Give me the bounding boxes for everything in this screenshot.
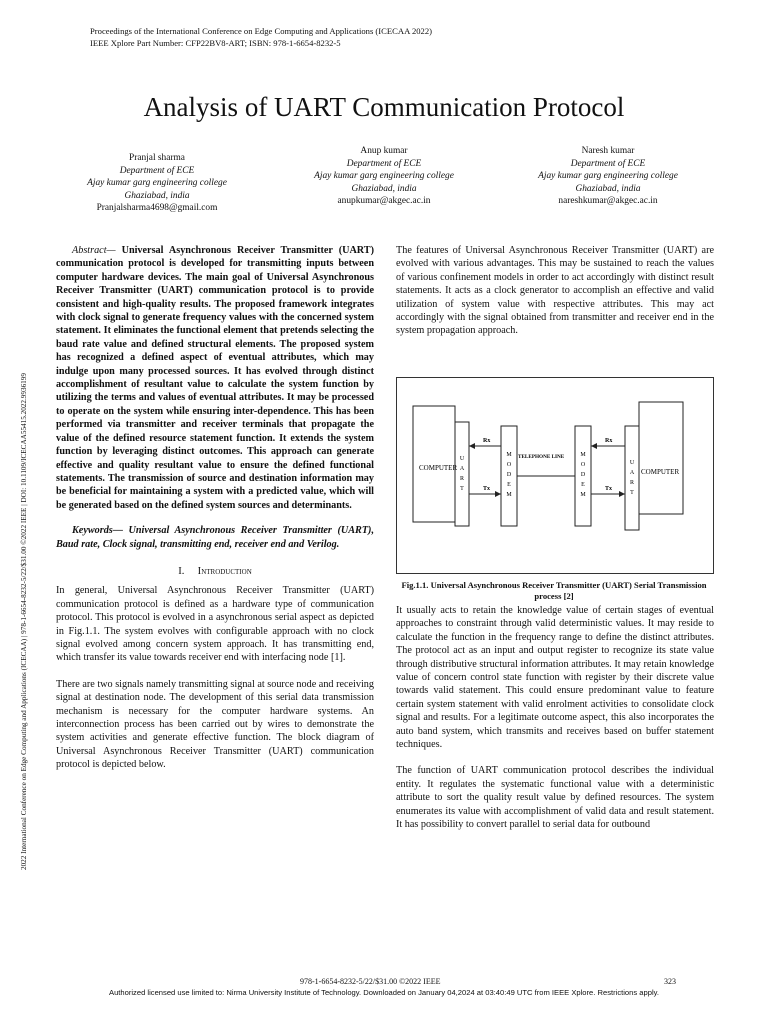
right-paragraph-2: It usually acts to retain the knowledge value of certain stages of eventual approaches to constraint through valid deterministic values. It may reside to calculate the function in the frequency range to define the distinct attributes. The protocol act as an input and output register to recognize its state value through distributive structural information attributes. It may retain knowledge value of concern control state function with register by their discrete value towards valid statement. This could ensure predominant value to feature certain system statement with valid enrolment activities to consolidate clock signal and results. For a legitimate outcome aspect, this also incorporates the auto band system, which transmits and receives based on buffer statement techniques. xyxy=(396,605,714,751)
author-college: Ajay kumar garg engineering college xyxy=(314,171,454,181)
right-rx-arrowhead xyxy=(591,443,597,449)
left-rx-label: Rx xyxy=(483,438,491,444)
abstract xyxy=(56,244,374,512)
uart-letter: T xyxy=(460,486,464,492)
uart-letter: A xyxy=(629,470,635,476)
uart-letter: R xyxy=(629,480,635,486)
abstract-text: Universal Asynchronous Receiver Transmitter (UART) communication protocol is developed for transmitting inputs between computer hardware devices. The main goal of Universal Asynchronous Receiver Transmitter (UART) communication protocol is to provide consistent and high-quality results. The proposed framework integrates with clock signal to generate frequency values with the concerned system statement. It eliminates the functional element that pretends selecting the baud rate value and defined structural elements. The proposed system has recognized a defined aspect of eventual attributes, which may indulge upon many processed sources. It has evolved through distinct accomplishment of resultant value to calculate the system function by utilizing the terms and values of eventual attributes. It may be processed to operate on the system while ensuring inter-dependence. This has been performed via transmitter and receiver terminals that propagate the value of the defined resource statement function. It extends the system function by leveraging distinct outcomes. This approach can generate effective and quality resultant value to ensure the defined functional statements. The transmission of source and destination information may be beneficial for maintaining a system with a predicted value, which will be generated based on the defined system sources and determinants. xyxy=(56,245,374,511)
header-line-2: IEEE Xplore Part Number: CFP22BV8-ART; ISBN: 978-1-6654-8232-5 xyxy=(90,38,341,48)
intro-paragraph-2: There are two signals namely transmitting signal at source node and receiving signal at destination node. The development of this serial data transmission mechanism is necessary for the computer hardware systems. An interconnection process has been carried out by wires to demonstrate the system activities and generate effective function. The block diagram of Universal Asynchronous Receiver Transmitter (UART) communication protocol is depicted below. xyxy=(56,678,374,771)
author-dept: Department of ECE xyxy=(119,165,195,176)
author-block-2 xyxy=(284,145,484,208)
keywords-label: Keywords— xyxy=(72,525,123,537)
author-name: Anup kumar xyxy=(360,146,408,156)
side-doi-text: 2022 International Conference on Edge Computing and Applications (ICECAA) | 978-1-6654-8232-5/22/$31.00 ©2022 IEEE | DOI: 10.1109/ICECAA55415.2022.9936199 xyxy=(20,373,28,870)
left-tx-label: Tx xyxy=(483,486,491,492)
modem-letter: D xyxy=(580,472,586,478)
modem-letter: O xyxy=(506,462,512,468)
modem-letter: M xyxy=(580,452,586,458)
right-paragraph-3: The function of UART communication protocol describes the individual entity. It regulates the systematic functional value with a deterministic attribute to sort the quality result value by defined resources. The system enumerates its value with accomplishment of valid data and result statement. It has possibility to convert parallel to serial data for outbound xyxy=(396,765,714,831)
author-name: Naresh kumar xyxy=(581,146,635,156)
modem-letter: M xyxy=(506,492,512,498)
footer-code: 978-1-6654-8232-5/22/$31.00 ©2022 IEEE xyxy=(300,977,441,986)
header-line-1: Proceedings of the International Conference on Edge Computing and Applications (ICECAA 2022) xyxy=(90,26,433,36)
author-college: Ajay kumar garg engineering college xyxy=(538,171,678,181)
diagram-svg xyxy=(397,378,713,573)
license-notice: Authorized licensed use limited to: Nirma University Institute of Technology. Downloaded on January 04,2024 at 03:40:49 UTC from IEEE Xplore. Restrictions apply. xyxy=(109,988,659,997)
abstract-label: Abstract— xyxy=(72,245,116,256)
author-email: anupkumar@akgec.ac.in xyxy=(337,196,431,206)
uart-letter: R xyxy=(459,476,465,482)
author-dept: Department of ECE xyxy=(346,158,422,169)
conference-header xyxy=(90,25,432,49)
author-email: nareshkumar@akgec.ac.in xyxy=(558,196,658,206)
left-uart-box xyxy=(455,422,469,526)
left-rx-arrowhead xyxy=(469,443,475,449)
modem-letter: M xyxy=(580,492,586,498)
author-block-1 xyxy=(57,152,257,215)
left-tx-arrowhead xyxy=(495,491,501,497)
right-column-bottom xyxy=(396,604,714,832)
left-computer-label: COMPUTER xyxy=(419,464,458,472)
right-paragraph-1: The features of Universal Asynchronous Receiver Transmitter (UART) are evolved with various advantages. This may be sustained to reach the values of various confinement models in order to act accordingly with distinct result statements. It acts as a clock generator to accomplish an effective and valid utilization of system value with respective attributes. This may act accordingly with the signal obtained from transmitter and receiver end in the system propagation approach. xyxy=(396,245,714,337)
section-number: I. xyxy=(178,565,185,577)
modem-letter: E xyxy=(581,482,585,488)
author-city: Ghaziabad, india xyxy=(351,183,417,194)
right-computer-label: COMPUTER xyxy=(641,468,680,476)
author-block-3 xyxy=(508,145,708,208)
author-city: Ghaziabad, india xyxy=(124,190,190,201)
modem-letter: M xyxy=(506,452,512,458)
uart-letter: T xyxy=(630,490,634,496)
right-tx-label: Tx xyxy=(605,486,613,492)
intro-paragraph-1: In general, Universal Asynchronous Receiver Transmitter (UART) communication protocol is defined as a hardware type of communication protocol. This protocol is evolved in a asynchronous serial aspect as depicted in Fig.1.1. The system evolves with configurable approach with no clock signal evolved among concern system approach. It has transmitting end, which transfer its value towards receiver end with interfacing node [1]. xyxy=(56,585,374,664)
uart-block-diagram xyxy=(396,377,714,574)
keywords-text: Universal Asynchronous Receiver Transmitter (UART), Baud rate, Clock signal, transmitting end, receiver end and Verilog. xyxy=(56,525,374,550)
uart-letter: U xyxy=(459,456,465,462)
section-title: Introduction xyxy=(197,565,252,577)
author-name: Pranjal sharma xyxy=(129,153,185,163)
author-city: Ghaziabad, india xyxy=(575,183,641,194)
page-number: 323 xyxy=(664,977,676,986)
figure-caption: Fig.1.1. Universal Asynchronous Receiver Transmitter (UART) Serial Transmission process [2] xyxy=(401,580,707,601)
right-rx-label: Rx xyxy=(605,438,613,444)
author-college: Ajay kumar garg engineering college xyxy=(87,178,227,188)
side-doi-strip xyxy=(10,150,30,870)
author-email: Pranjalsharma4698@gmail.com xyxy=(96,203,218,213)
left-column xyxy=(56,244,374,772)
modem-letter: D xyxy=(506,472,512,478)
right-column-top xyxy=(396,244,714,338)
right-uart-box xyxy=(625,426,639,530)
uart-letter: U xyxy=(629,460,635,466)
author-dept: Department of ECE xyxy=(570,158,646,169)
right-computer-box xyxy=(639,402,683,514)
modem-letter: O xyxy=(580,462,586,468)
keywords xyxy=(56,524,374,551)
uart-letter: A xyxy=(459,466,465,472)
paper-title: Analysis of UART Communication Protocol xyxy=(143,92,625,122)
section-heading xyxy=(56,565,374,578)
right-tx-arrowhead xyxy=(619,491,625,497)
telephone-line-label: TELEPHONE LINE xyxy=(518,454,565,460)
modem-letter: E xyxy=(507,482,511,488)
